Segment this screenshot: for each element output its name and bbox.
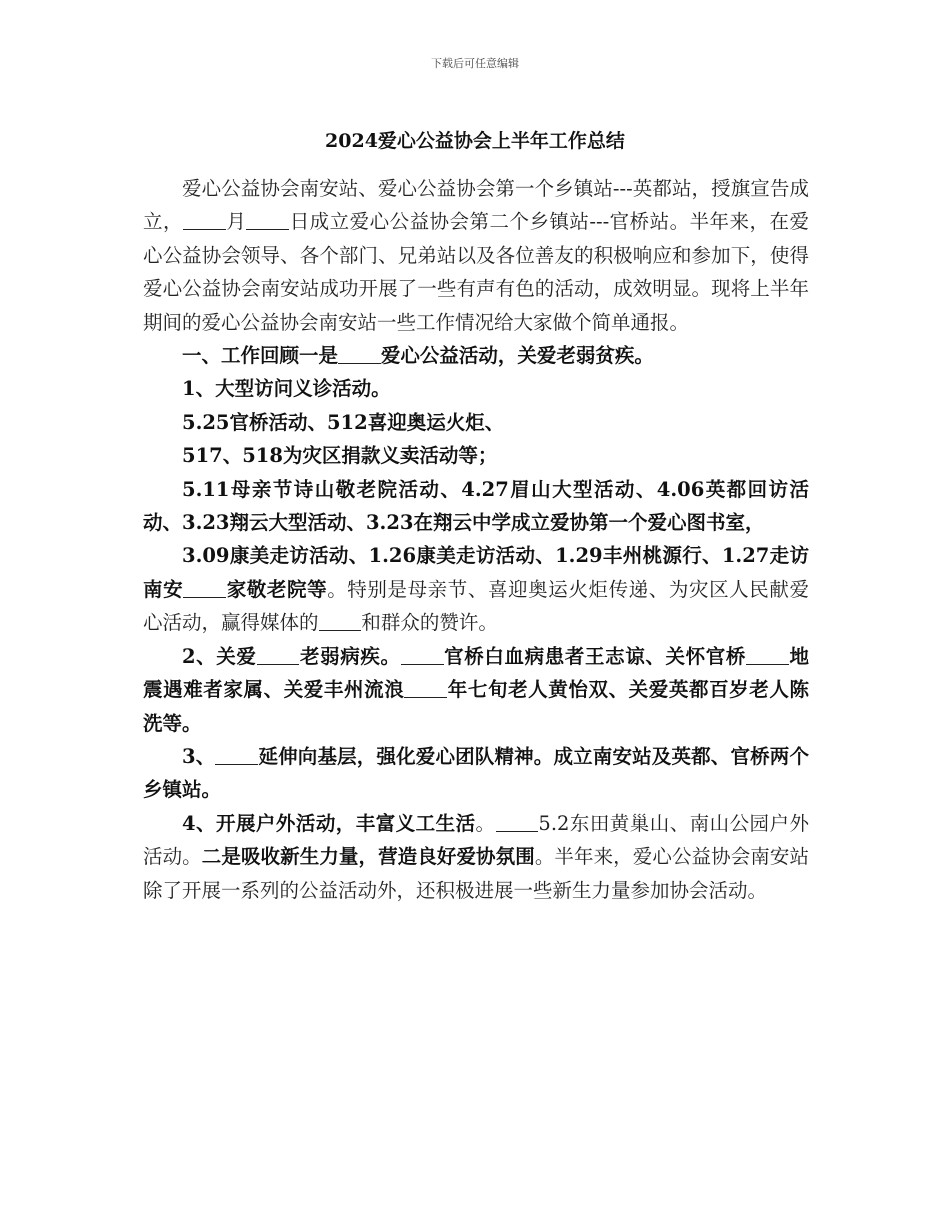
item-2	[143, 640, 809, 740]
item-3	[143, 740, 809, 807]
line309-text-d: 和群众的赞许。	[361, 611, 498, 635]
item4-text-d: 二是吸收新生力量，营造良好爱协氛围	[201, 845, 535, 869]
item2-text-b: 老弱病疾。	[299, 644, 401, 668]
blank-line	[746, 644, 789, 665]
item3-text-b: 延伸向基层，强化爱心团队精神。成立南安站及英都、官桥两个乡镇站。	[143, 744, 809, 802]
intro-text-1: 爱心公益协会南安站、爱心公益协会第一个乡镇站---英都站，授旗宣告成立，	[143, 177, 809, 234]
item2-text-a: 2、关爱	[182, 644, 257, 668]
item2-text-e: 年七旬老人黄怡双、关爱英都百岁老人陈洗等。	[143, 678, 809, 735]
item4-text-b: 。	[475, 811, 496, 835]
section1-text-a: 一、工作回顾一是	[182, 344, 339, 368]
blank-line	[215, 744, 258, 765]
blank-line	[496, 811, 539, 832]
item3-text-a: 3、	[182, 744, 216, 768]
blank-line	[401, 644, 444, 665]
intro-text-2: 月	[225, 210, 247, 234]
blank-line	[319, 611, 362, 632]
item-1: 1、大型访问义诊活动。	[182, 377, 391, 401]
blank-line	[404, 678, 447, 699]
item2-text-c: 官桥白血病患者王志谅、关怀官桥	[443, 644, 746, 668]
blank-line	[246, 210, 289, 231]
document-body	[143, 172, 809, 907]
document-title: 2024爱心公益协会上半年工作总结	[325, 130, 625, 152]
blank-line	[257, 644, 300, 665]
intro-paragraph	[143, 172, 809, 339]
line309-text-b: 家敬老院等	[226, 577, 328, 601]
item4-text-e: 。半年来，爱心公益协会南安站除了开展一系列的公益活动外，还积极进展一些新生力量参加协会活动。	[143, 845, 809, 902]
activity-line-517: 517、518为灾区捐款义卖活动等；	[182, 444, 498, 468]
item2-text-d: 地震遇难者家属、关爱丰州流浪	[143, 644, 809, 702]
activity-line-525: 5.25官桥活动、512喜迎奥运火炬、	[182, 410, 505, 434]
blank-line	[183, 577, 226, 598]
activity-paragraph-309	[143, 539, 809, 639]
item4-text-c: 5.2东田黄巢山、南山公园户外活动。	[143, 811, 809, 869]
section1-text-b: 爱心公益活动，关爱老弱贫疾。	[380, 344, 654, 368]
blank-line	[183, 210, 226, 231]
blank-line	[338, 344, 381, 365]
line309-text-c: 。特别是母亲节、喜迎奥运火炬传递、为灾区人民献爱心活动，赢得媒体的	[143, 577, 809, 635]
header-note: 下载后可任意编辑	[431, 57, 519, 70]
line309-text-a: 3.09康美走访活动、1.26康美走访活动、1.29丰州桃源行、1.27走访南安	[143, 544, 809, 601]
section-heading-1	[143, 339, 809, 372]
item-4	[143, 807, 809, 907]
item4-text-a: 4、开展户外活动，丰富义工生活	[182, 811, 476, 835]
intro-text-3: 日成立爱心公益协会第二个乡镇站---官桥站。半年来，在爱心公益协会领导、各个部门、兄弟站以及各位善友的积极响应和参加下，使得爱心公益协会南安站成功开展了一些有声有色的活动，成效明显。现将上半年期间的爱心公益协会南安站一些工作情况给大家做个简单通报。	[143, 210, 809, 334]
activity-line-511: 5.11母亲节诗山敬老院活动、4.27眉山大型活动、4.06英都回访活动、3.23翔云大型活动、3.23在翔云中学成立爱协第一个爱心图书室，	[143, 477, 809, 535]
